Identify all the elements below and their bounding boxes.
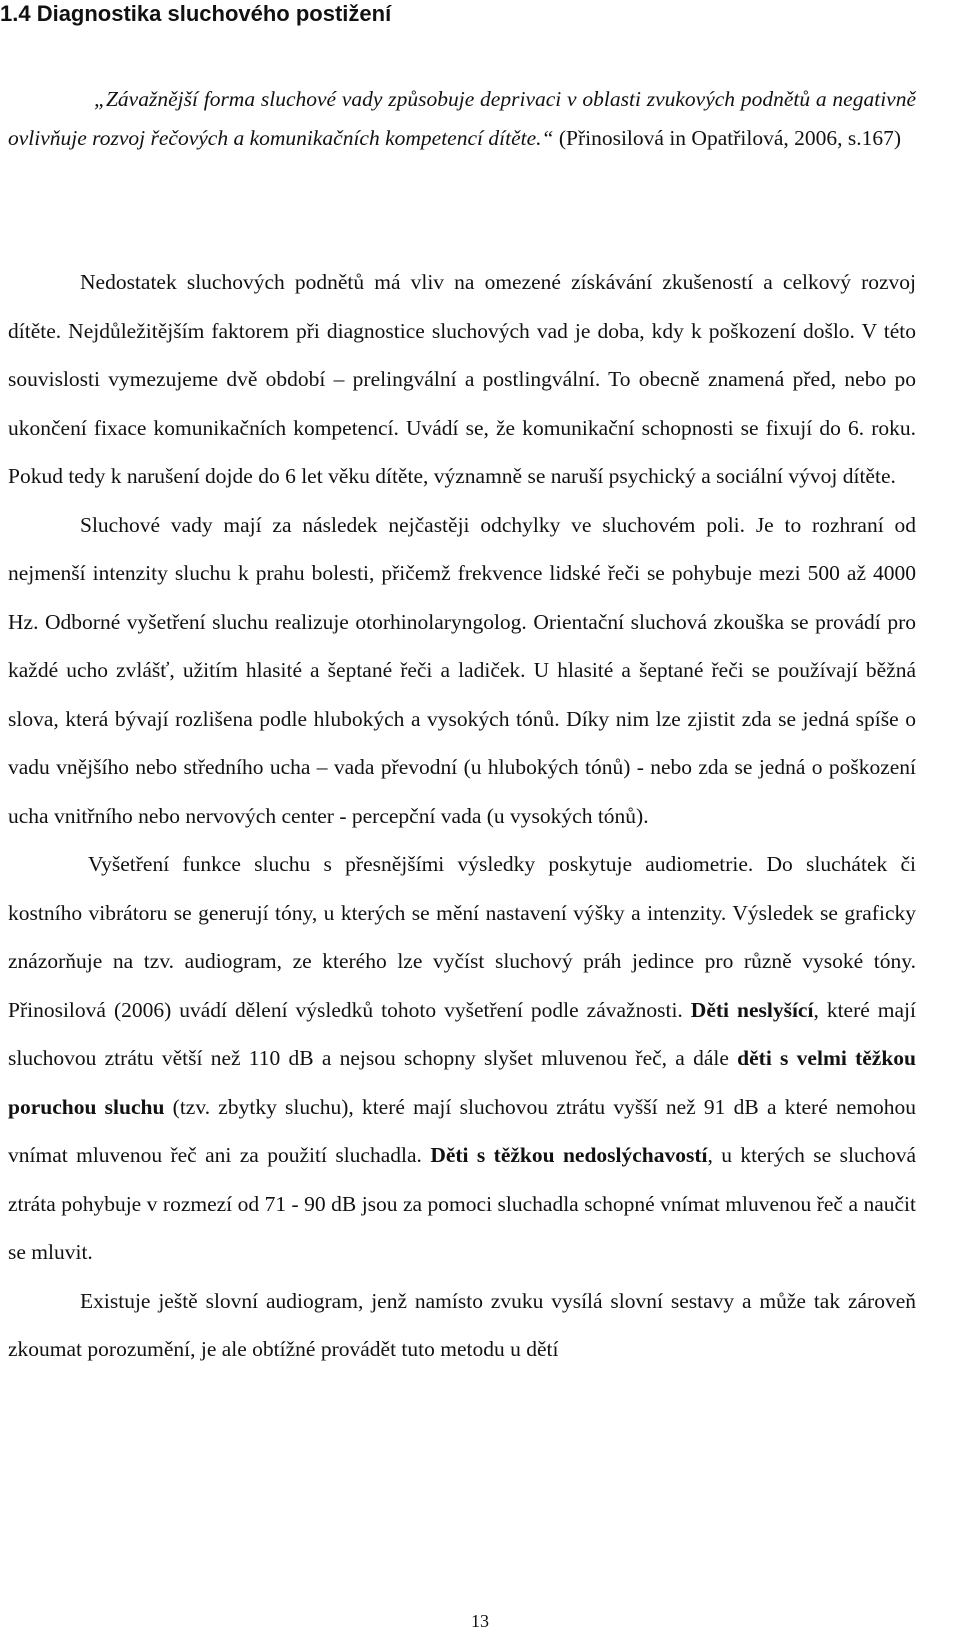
- paragraph-2: Sluchové vady mají za následek nejčastěji odchylky ve sluchovém poli. Je to rozhraní od nejmenší intenzity sluchu k prahu bolesti, přičemž frekvence lidské řeči se pohybuje mezi 500 až 4000 Hz. Odborné vyšetření sluchu realizuje otorhinolaryngolog. Orientační sluchová zkouška se provádí pro každé ucho zvlášť, užitím hlasité a šeptané řeči a ladiček. U hlasité a šeptané řeči se používají běžná slova, která bývají rozlišena podle hlubokých a vysokých tónů. Díky nim lze zjistit zda se jedná spíše o vadu vnějšího nebo středního ucha – vada převodní (u hlubokých tónů) - nebo zda se jedná o poškození ucha vnitřního nebo nervových center - percepční vada (u vysokých tónů).: [8, 512, 916, 828]
- paragraph-3: [8, 840, 916, 1277]
- paragraph-3-bold-2: děti s velmi těžkou poruchou sluchu: [8, 1046, 916, 1119]
- paragraph-4: Existuje ještě slovní audiogram, jenž namísto zvuku vysílá slovní sestavy a může tak zároveň zkoumat porozumění, je ale obtížné provádět tuto metodu u dětí: [8, 1288, 916, 1361]
- paragraph-3-text-1: Vyšetření funkce sluchu s přesnějšími výsledky poskytuje audiometrie. Do sluchátek či kostního vibrátoru se generují tóny, u kterých se mění nastavení výšky a intenzity. Výsledek se graficky znázorňuje na tzv. audiogram, ze kterého lze vyčíst sluchový práh jedince pro různě vysoké tóny. Přinosilová (2006) uvádí dělení výsledků tohoto vyšetření podle závažnosti.: [8, 852, 916, 1022]
- section-heading: 1.4 Diagnostika sluchového postižení: [0, 1, 392, 26]
- quote-citation: (Přinosilová in Opatřilová, 2006, s.167): [558, 126, 902, 150]
- page-number: 13: [471, 1611, 489, 1631]
- block-quote: [8, 80, 916, 158]
- paragraph-3-text-3: (tzv. zbytky sluchu), které mají sluchovou ztrátu vyšší než 91 dB a které nemohou vnímat mluvenou řeč ani za použití sluchadla.: [8, 1094, 917, 1167]
- paragraph-3-text-2: , které mají sluchovou ztrátu větší než 110 dB a nejsou schopny slyšet mluvenou řeč, a dále: [8, 997, 916, 1070]
- body-text: [8, 258, 916, 1374]
- quote-text: „Závažnější forma sluchové vady způsobuje deprivaci v oblasti zvukových podnětů a negativně ovlivňuje rozvoj řečových a komunikačních kompetencí dítěte.“: [8, 87, 916, 150]
- paragraph-3-bold-1: Děti neslyšící: [690, 997, 814, 1022]
- paragraph-1: Nedostatek sluchových podnětů má vliv na omezené získávání zkušeností a celkový rozvoj dítěte. Nejdůležitějším faktorem při diagnostice sluchových vad je doba, kdy k poškození došlo. V této souvislosti vymezujeme dvě období – prelingvální a postlingvální. To obecně znamená před, nebo po ukončení fixace komunikačních kompetencí. Uvádí se, že komunikační schopnosti se fixují do 6. roku. Pokud tedy k narušení dojde do 6 let věku dítěte, významně se naruší psychický a sociální vývoj dítěte.: [8, 270, 916, 488]
- paragraph-3-text-4: , u kterých se sluchová ztráta pohybuje v rozmezí od 71 - 90 dB jsou za pomoci sluchadla schopné vnímat mluvenou řeč a naučit se mluvit.: [8, 1143, 916, 1264]
- paragraph-3-bold-3: Děti s těžkou nedoslýchavostí: [430, 1143, 708, 1167]
